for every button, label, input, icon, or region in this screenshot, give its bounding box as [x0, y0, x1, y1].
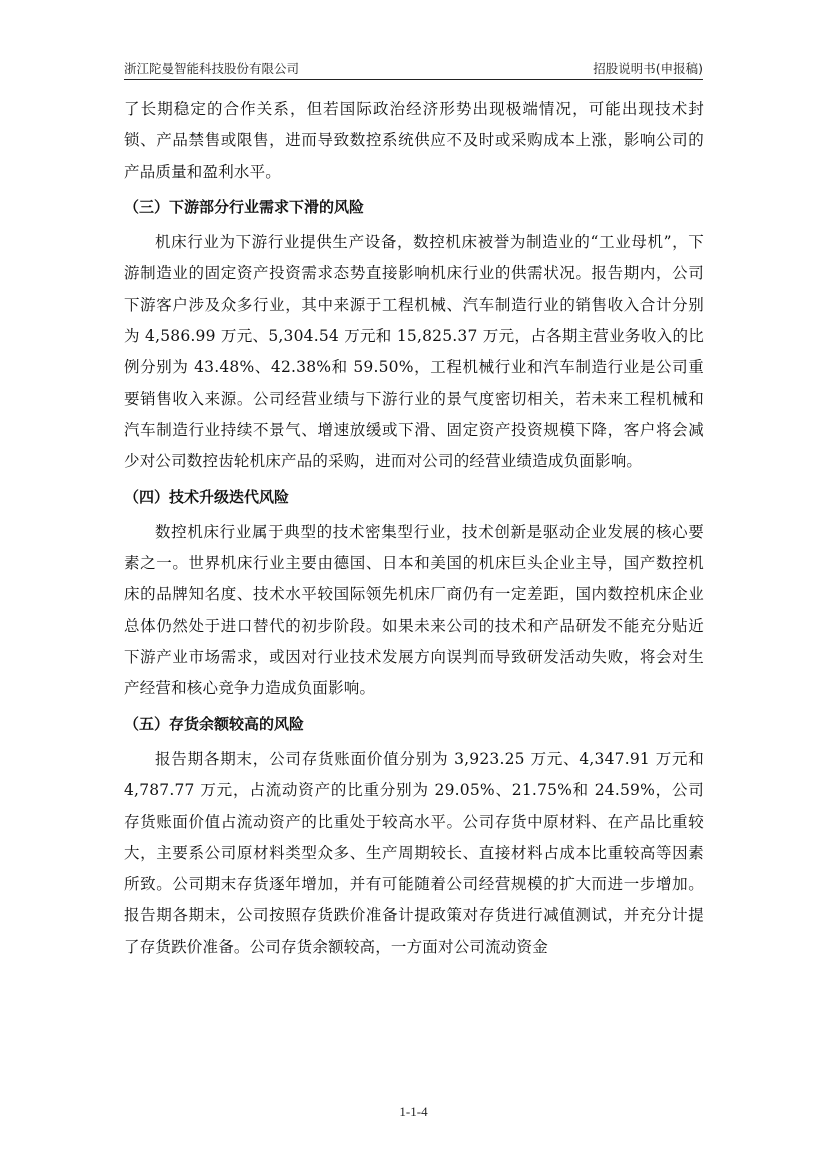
page-number: 1-1-4	[399, 1104, 428, 1119]
section-paragraph-downstream-demand: 机床行业为下游行业提供生产设备，数控机床被誉为制造业的“工业母机”，下游制造业的固定资产投资需求态势直接影响机床行业的供需状况。报告期内，公司下游客户涉及众多行业，其中来源于工程机械、汽车制造行业的销售收入合计分别为 4,586.99 万元、5,304.54 万元和 15,825.37 万元，占各期主营业务收入的比例分别为 43.48%、42.38%和 59.50%，工程机械行业和汽车制造行业是公司重要销售收入来源。公司经营业绩与下游行业的景气度密切相关，若未来工程机械和汽车制造行业持续不景气、增速放缓或下滑、固定资产投资规模下降，客户将会减少对公司数控齿轮机床产品的采购，进而对公司的经营业绩造成负面影响。	[124, 233, 704, 471]
section-paragraph-tech-upgrade: 数控机床行业属于典型的技术密集型行业，技术创新是驱动企业发展的核心要素之一。世界机床行业主要由德国、日本和美国的机床巨头企业主导，国产数控机床的品牌知名度、技术水平较国际领先机床厂商仍有一定差距，国内数控机床企业总体仍然处于进口替代的初步阶段。如果未来公司的技术和产品研发不能充分贴近下游产业市场需求，或因对行业技术发展方向误判而导致研发活动失败，将会对生产经营和核心竞争力造成负面影响。	[124, 522, 704, 698]
section-paragraph-inventory: 报告期各期末，公司存货账面价值分别为 3,923.25 万元、4,347.91 万元和4,787.77 万元，占流动资产的比重分别为 29.05%、21.75%和 24.59%，公司存货账面价值占流动资产的比重处于较高水平。公司存货中原材料、在产品比重较大，主要系公司原材料类型众多、生产周期较长、直接材料占成本比重较高等因素所致。公司期末存货逐年增加，并有可能随着公司经营规模的扩大而进一步增加。报告期各期末，公司按照存货跌价准备计提政策对存货进行减值测试，并充分计提了存货跌价准备。公司存货余额较高，一方面对公司流动资金	[124, 749, 704, 956]
header-document-title: 招股说明书(申报稿)	[593, 61, 703, 76]
section-heading-tech-upgrade: （四）技术升级迭代风险	[124, 487, 290, 506]
intro-paragraph: 了长期稳定的合作关系，但若国际政治经济形势出现极端情况，可能出现技术封锁、产品禁售或限售，进而导致数控系统供应不及时或采购成本上涨，影响公司的产品质量和盈利水平。	[124, 100, 704, 181]
document-body	[124, 94, 704, 963]
section-heading-inventory: （五）存货余额较高的风险	[124, 714, 305, 733]
header-company-name: 浙江陀曼智能科技股份有限公司	[124, 61, 300, 76]
page-header	[124, 57, 703, 80]
section-heading-downstream-demand: （三）下游部分行业需求下滑的风险	[124, 197, 365, 216]
